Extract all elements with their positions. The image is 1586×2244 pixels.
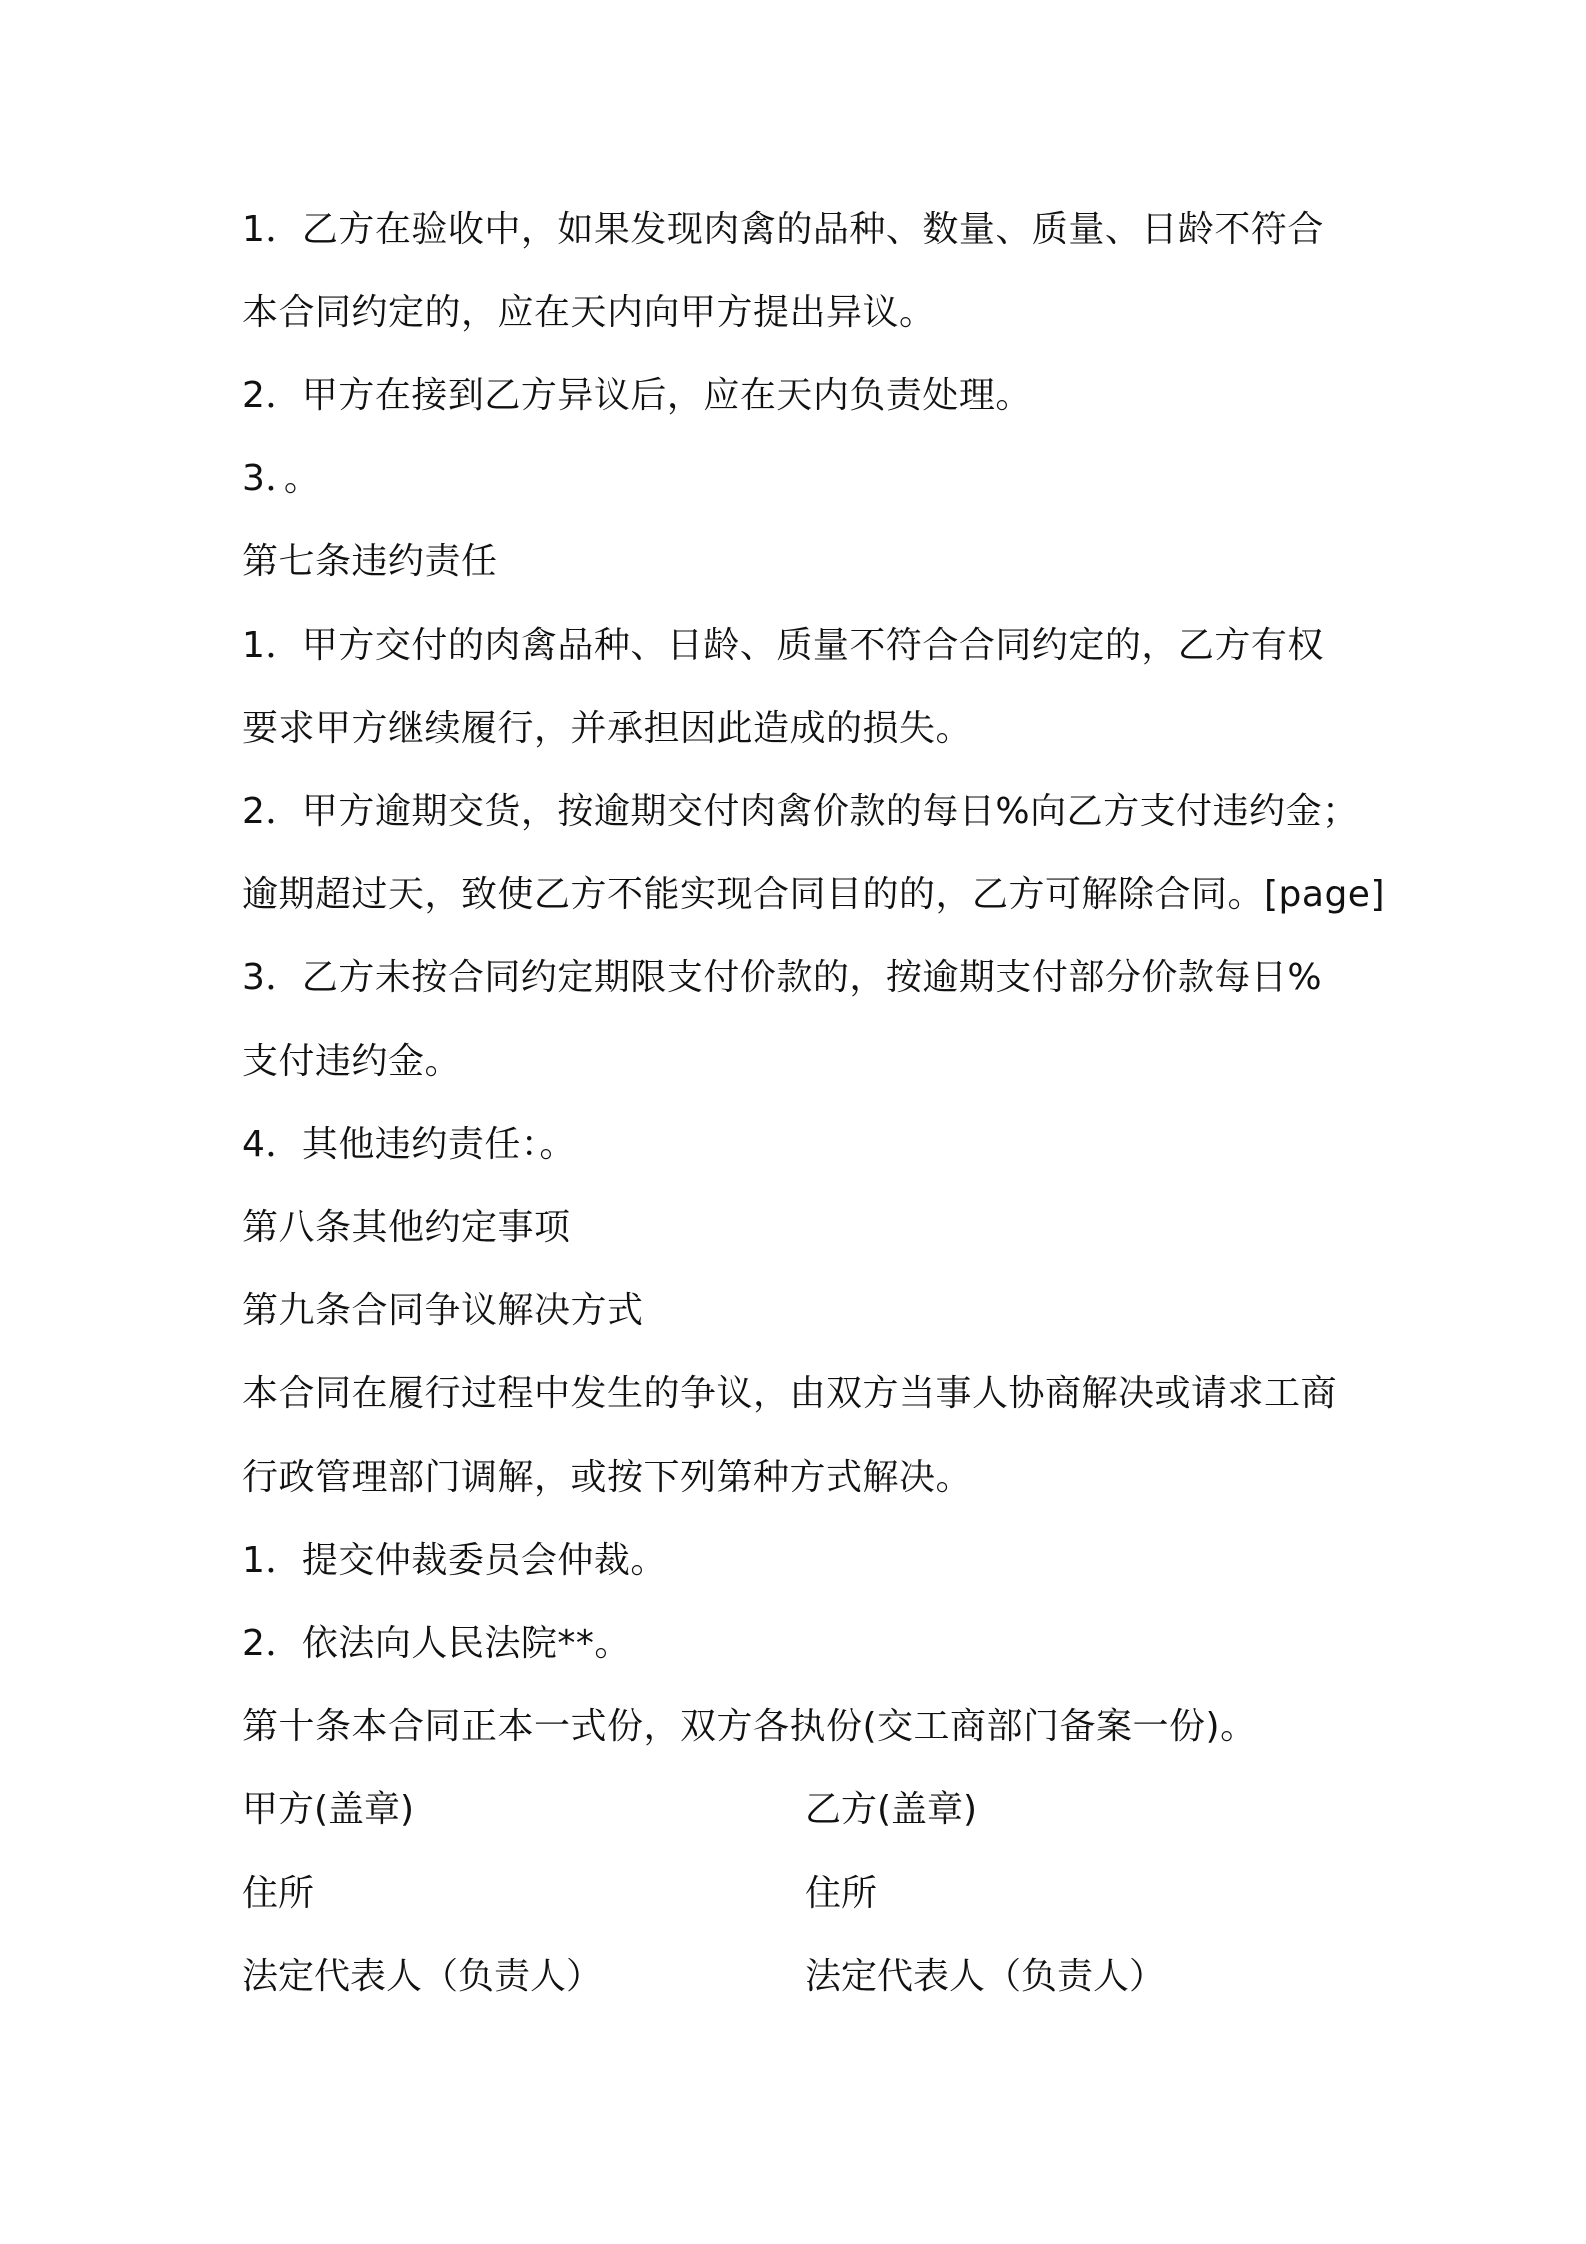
party-b-seal: 乙方(盖章) — [805, 1789, 978, 1830]
section-heading: 第七条违约责任 — [242, 541, 498, 582]
section-heading: 第八条其他约定事项 — [242, 1207, 571, 1248]
paragraph-line: 1．甲方交付的肉禽品种、日龄、质量不符合合同约定的，乙方有权 — [242, 625, 1324, 666]
party-b-address: 住所 — [805, 1873, 878, 1914]
paragraph-line: 支付违约金。 — [242, 1041, 462, 1082]
party-a-representative: 法定代表人（负责人） — [242, 1956, 603, 1997]
paragraph-line: 3．。 — [242, 458, 321, 499]
paragraph-line: 第十条本合同正本一式份，双方各执份(交工商部门备案一份)。 — [242, 1706, 1257, 1747]
paragraph-line: 1．乙方在验收中，如果发现肉禽的品种、数量、质量、日龄不符合 — [242, 209, 1324, 250]
party-a-seal: 甲方(盖章) — [242, 1789, 415, 1830]
paragraph-line: 逾期超过天，致使乙方不能实现合同目的的，乙方可解除合同。[page] — [242, 874, 1386, 915]
party-a-address: 住所 — [242, 1873, 315, 1914]
paragraph-line: 本合同约定的，应在天内向甲方提出异议。 — [242, 292, 936, 333]
paragraph-line: 1．提交仲裁委员会仲裁。 — [242, 1540, 667, 1581]
paragraph-line: 2．甲方在接到乙方异议后，应在天内负责处理。 — [242, 375, 1032, 416]
paragraph-line: 4．其他违约责任：。 — [242, 1124, 576, 1165]
paragraph-line: 3．乙方未按合同约定期限支付价款的，按逾期支付部分价款每日% — [242, 957, 1323, 998]
paragraph-line: 2．依法向人民法院**。 — [242, 1623, 631, 1664]
paragraph-line: 本合同在履行过程中发生的争议，由双方当事人协商解决或请求工商 — [242, 1373, 1338, 1414]
paragraph-line: 2．甲方逾期交货，按逾期交付肉禽价款的每日%向乙方支付违约金； — [242, 791, 1359, 832]
paragraph-line: 行政管理部门调解，或按下列第种方式解决。 — [242, 1457, 973, 1498]
section-heading: 第九条合同争议解决方式 — [242, 1290, 644, 1331]
party-b-representative: 法定代表人（负责人） — [805, 1956, 1166, 1997]
paragraph-line: 要求甲方继续履行，并承担因此造成的损失。 — [242, 708, 973, 749]
